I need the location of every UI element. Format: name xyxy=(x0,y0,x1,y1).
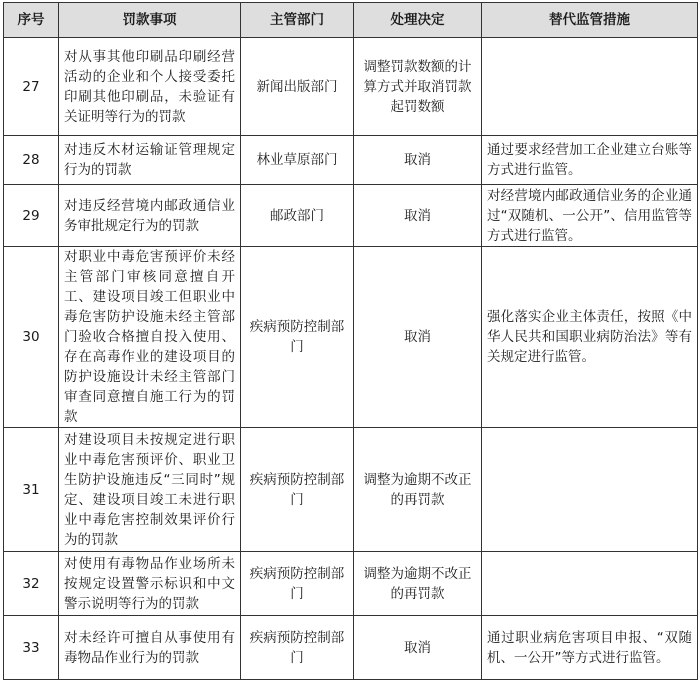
row-dept: 新闻出版部门 xyxy=(241,38,354,136)
row-no: 32 xyxy=(4,552,59,616)
row-decision: 取消 xyxy=(354,136,482,185)
row-no: 29 xyxy=(4,185,59,247)
row-item: 对违反木材运输证管理规定行为的罚款 xyxy=(59,136,241,185)
row-dept: 疾病预防控制部门 xyxy=(241,428,354,552)
row-decision: 取消 xyxy=(354,247,482,428)
row-no: 28 xyxy=(4,136,59,185)
row-dept: 疾病预防控制部门 xyxy=(241,552,354,616)
row-decision: 取消 xyxy=(354,616,482,680)
row-dept: 林业草原部门 xyxy=(241,136,354,185)
row-item: 对从事其他印刷品印刷经营活动的企业和个人接受委托印刷其他印刷品，未验证有关证明等行为的罚款 xyxy=(59,38,241,136)
table-row xyxy=(4,428,698,552)
fine-table xyxy=(3,2,698,680)
row-dept: 疾病预防控制部门 xyxy=(241,247,354,428)
table-row xyxy=(4,247,698,428)
row-decision: 调整为逾期不改正的再罚款 xyxy=(354,552,482,616)
header-dept: 主管部门 xyxy=(241,3,354,38)
row-measure: 通过要求经营加工企业建立台账等方式进行监管。 xyxy=(482,136,698,185)
table-row xyxy=(4,616,698,680)
header-measure: 替代监管措施 xyxy=(482,3,698,38)
table-row xyxy=(4,552,698,616)
row-item: 对违反经营境内邮政通信业务审批规定行为的罚款 xyxy=(59,185,241,247)
row-item: 对使用有毒物品作业场所未按规定设置警示标识和中文警示说明等行为的罚款 xyxy=(59,552,241,616)
row-decision: 调整为逾期不改正的再罚款 xyxy=(354,428,482,552)
row-no: 31 xyxy=(4,428,59,552)
row-no: 27 xyxy=(4,38,59,136)
table-row xyxy=(4,185,698,247)
row-dept: 邮政部门 xyxy=(241,185,354,247)
header-item: 罚款事项 xyxy=(59,3,241,38)
table-row xyxy=(4,136,698,185)
row-dept: 疾病预防控制部门 xyxy=(241,616,354,680)
row-measure: 对经营境内邮政通信业务的企业通过“双随机、一公开”、信用监管等方式进行监管。 xyxy=(482,185,698,247)
header-no: 序号 xyxy=(4,3,59,38)
header-decision: 处理决定 xyxy=(354,3,482,38)
table-row xyxy=(4,38,698,136)
row-measure: 强化落实企业主体责任，按照《中华人民共和国职业病防治法》等有关规定进行监管。 xyxy=(482,247,698,428)
row-decision: 取消 xyxy=(354,185,482,247)
row-no: 30 xyxy=(4,247,59,428)
row-no: 33 xyxy=(4,616,59,680)
row-item: 对未经许可擅自从事使用有毒物品作业行为的罚款 xyxy=(59,616,241,680)
row-measure: 通过职业病危害项目申报、“双随机、一公开”等方式进行监管。 xyxy=(482,616,698,680)
row-item: 对职业中毒危害预评价未经主管部门审核同意擅自开工、建设项目竣工但职业中毒危害防护设施未经主管部门验收合格擅自投入使用、存在高毒作业的建设项目的防护设施设计未经主管部门审查同意擅自施工行为的罚款 xyxy=(59,247,241,428)
header-row xyxy=(4,3,698,38)
row-item: 对建设项目未按规定进行职业中毒危害预评价、职业卫生防护设施违反“三同时”规定、建设项目竣工未进行职业中毒危害控制效果评价行为的罚款 xyxy=(59,428,241,552)
row-measure xyxy=(482,428,698,552)
row-decision: 调整罚款数额的计算方式并取消罚款起罚数额 xyxy=(354,38,482,136)
row-measure xyxy=(482,38,698,136)
row-measure xyxy=(482,552,698,616)
